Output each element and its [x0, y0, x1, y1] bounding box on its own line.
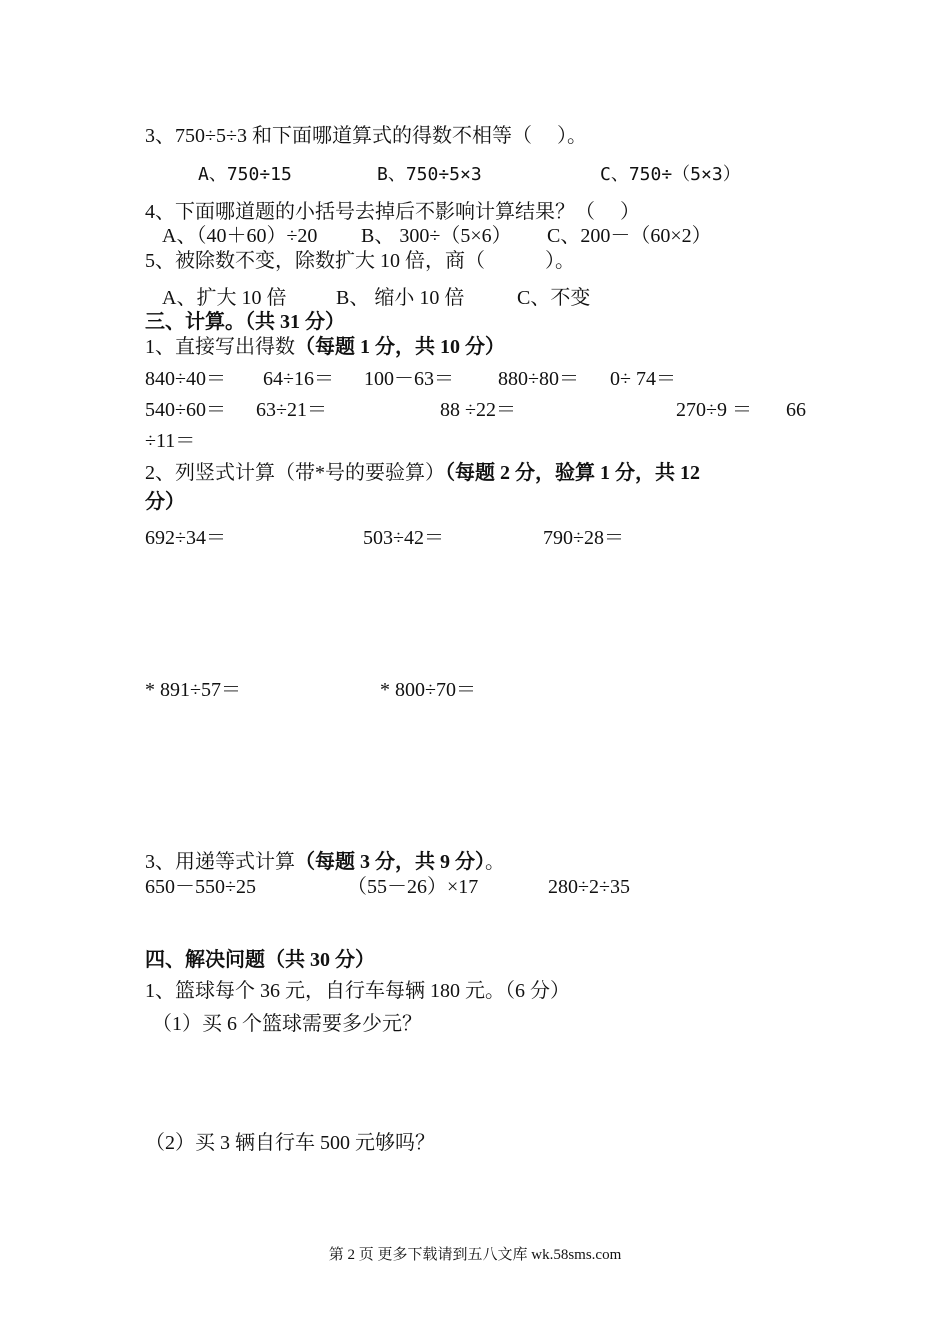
vertical-calc-3: 790÷28＝ — [543, 527, 624, 549]
part-2-label: 2、列竖式计算（带*号的要验算） — [145, 462, 445, 484]
oral-calc-3: 100－63＝ — [364, 368, 454, 390]
question-4-option-a: A、（40＋60）÷20 — [162, 225, 318, 247]
part-3-tail: 。 — [485, 851, 505, 873]
oral-calc-8: 88 ÷22＝ — [440, 399, 516, 421]
page-footer: 第 2 页 更多下载请到五八文库 wk.58sms.com — [328, 1247, 622, 1263]
question-4-option-c: C、200－（60×2） — [547, 225, 712, 247]
problem-1-sub-2: （2）买 3 辆自行车 500 元够吗？ — [145, 1132, 435, 1154]
vertical-calc-1: 692÷34＝ — [145, 527, 226, 549]
oral-calc-4: 880÷80＝ — [498, 368, 579, 390]
question-3-stem: 3、750÷5÷3 和下面哪道算式的得数不相等（ ）。 — [145, 125, 587, 147]
step-calc-1: 650－550÷25 — [145, 876, 256, 898]
part-3-label: 3、用递等式计算 — [145, 851, 295, 873]
vertical-calc-5: * 800÷70＝ — [380, 679, 476, 701]
question-5-option-b: B、 缩小 10 倍 — [336, 287, 465, 309]
problem-1-sub-1: （1）买 6 个篮球需要多少元？ — [152, 1013, 422, 1035]
question-4-option-b: B、 300÷（5×6） — [361, 225, 512, 247]
question-5-option-a: A、扩大 10 倍 — [162, 287, 287, 309]
section-3-part-1-heading — [145, 335, 505, 359]
question-3-option-c: C、750÷（5×3） — [600, 164, 741, 185]
question-5-stem: 5、被除数不变，除数扩大 10 倍，商（ ）。 — [145, 250, 575, 272]
oral-calc-1: 840÷40＝ — [145, 368, 226, 390]
vertical-calc-2: 503÷42＝ — [363, 527, 444, 549]
part-1-label: 1、直接写出得数 — [145, 336, 295, 358]
section-4-title: 四、解决问题（共 30 分） — [145, 949, 375, 971]
part-2-score: （每题 2 分，验算 1 分，共 12 — [445, 462, 700, 484]
part-2-score-cont: 分） — [145, 491, 185, 513]
question-3-option-b: B、750÷5×3 — [377, 164, 482, 185]
oral-calc-10-start: 66 — [786, 399, 806, 421]
problem-1-stem: 1、篮球每个 36 元，自行车每辆 180 元。（6 分） — [145, 980, 570, 1002]
part-1-score: （每题 1 分，共 10 分） — [295, 336, 505, 358]
section-3-part-3-heading — [145, 850, 505, 874]
question-4-stem: 4、下面哪道题的小括号去掉后不影响计算结果？（ ） — [145, 201, 640, 223]
oral-calc-5: 0÷ 74＝ — [610, 368, 676, 390]
step-calc-2: （55－26）×17 — [347, 876, 479, 898]
vertical-calc-4: * 891÷57＝ — [145, 679, 241, 701]
oral-calc-7: 63÷21＝ — [256, 399, 327, 421]
oral-calc-9: 270÷9 ＝ — [676, 399, 752, 421]
oral-calc-6: 540÷60＝ — [145, 399, 226, 421]
section-3-title: 三、计算。（共 31 分） — [145, 311, 345, 333]
oral-calc-2: 64÷16＝ — [263, 368, 334, 390]
section-3-part-2-heading — [145, 461, 700, 485]
step-calc-3: 280÷2÷35 — [548, 876, 630, 898]
part-3-score: （每题 3 分，共 9 分） — [295, 851, 485, 873]
question-3-option-a: A、750÷15 — [198, 164, 292, 185]
oral-calc-10-end: ÷11＝ — [145, 430, 196, 452]
question-5-option-c: C、不变 — [517, 287, 591, 309]
